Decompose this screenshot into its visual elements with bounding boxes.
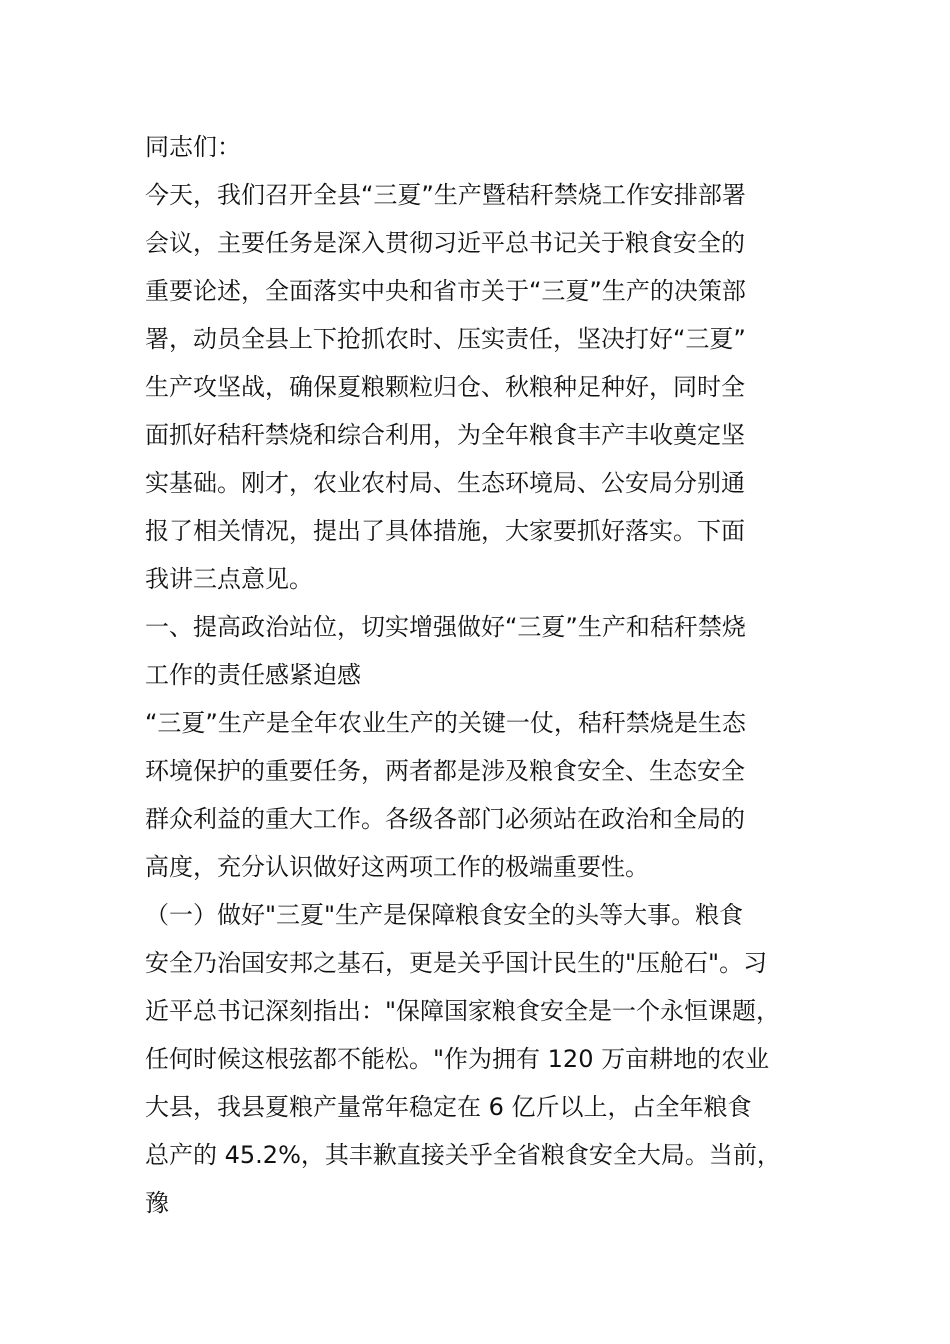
paragraph-line: 报了相关情况，提出了具体措施，大家要抓好落实。下面: [145, 517, 745, 545]
paragraph-line: 会议，主要任务是深入贯彻习近平总书记关于粮食安全的: [145, 229, 745, 257]
paragraph-line: 任何时候这根弦都不能松。"作为拥有 120 万亩耕地的农业: [145, 1045, 770, 1073]
paragraph-line: 安全乃治国安邦之基石，更是关乎国计民生的"压舱石"。习: [145, 949, 768, 977]
paragraph-line: 总产的 45.2%，其丰歉直接关乎全省粮食安全大局。当前，: [145, 1141, 781, 1169]
paragraph-line: 高度，充分认识做好这两项工作的极端重要性。: [145, 853, 649, 881]
paragraph-line: “三夏”生产是全年农业生产的关键一仗，秸秆禁烧是生态: [145, 709, 746, 737]
paragraph-line: 群众利益的重大工作。各级各部门必须站在政治和全局的: [145, 805, 745, 833]
paragraph-line: 生产攻坚战，确保夏粮颗粒归仓、秋粮种足种好，同时全: [145, 373, 745, 401]
subsection-line: （一）做好"三夏"生产是保障粮食安全的头等大事。粮食: [145, 901, 744, 929]
paragraph-line: 署，动员全县上下抢抓农时、压实责任，坚决打好“三夏”: [145, 325, 746, 353]
salutation: 同志们：: [145, 133, 241, 161]
speech-body: [145, 123, 845, 1227]
paragraph-line: 我讲三点意见。: [145, 565, 313, 593]
paragraph-line: 近平总书记深刻指出："保障国家粮食安全是一个永恒课题，: [145, 997, 781, 1025]
paragraph-line: 重要论述，全面落实中央和省市关于“三夏”生产的决策部: [145, 277, 746, 305]
paragraph-line: 环境保护的重要任务，两者都是涉及粮食安全、生态安全: [145, 757, 745, 785]
paragraph-line: 面抓好秸秆禁烧和综合利用，为全年粮食丰产丰收奠定坚: [145, 421, 745, 449]
paragraph-line: 今天，我们召开全县“三夏”生产暨秸秆禁烧工作安排部署: [145, 181, 746, 209]
paragraph-line: 实基础。刚才，农业农村局、生态环境局、公安局分别通: [145, 469, 745, 497]
section-heading-line: 一、提高政治站位，切实增强做好“三夏”生产和秸秆禁烧: [145, 613, 746, 641]
paragraph-line: 大县，我县夏粮产量常年稳定在 6 亿斤以上，占全年粮食: [145, 1093, 752, 1121]
paragraph-line: 豫: [145, 1189, 169, 1217]
section-heading-line: 工作的责任感紧迫感: [145, 661, 361, 689]
